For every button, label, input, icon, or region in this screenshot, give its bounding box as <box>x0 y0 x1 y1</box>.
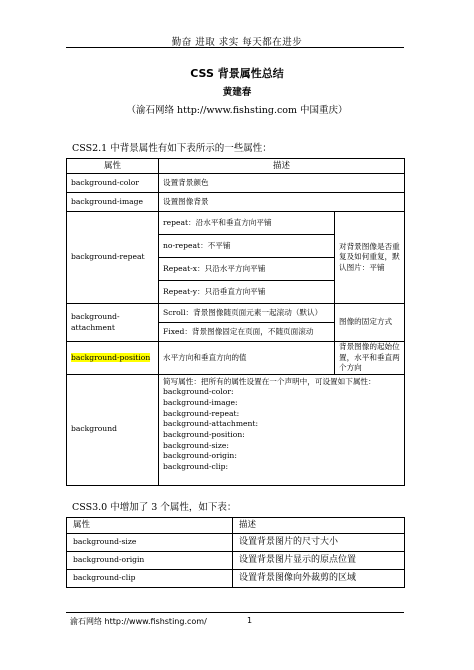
shorthand-line: background-color: <box>163 387 234 397</box>
description-cell: 设置图像背景 <box>159 193 405 212</box>
note-cell: 对背景图像是否重复及如何重复，默认图片：平铺 <box>335 212 405 304</box>
value-cell: Repeat-x：只沿水平方向平铺 <box>159 258 335 281</box>
value-cell: Repeat-y：只沿垂直方向平铺 <box>159 281 335 304</box>
header-divider <box>66 47 404 48</box>
property-cell: background-color <box>67 174 159 193</box>
header-property: 属性 <box>67 159 159 174</box>
note-cell: 背景图像的起始位置，水平和垂直两个方向 <box>335 342 405 375</box>
description-cell: 设置背景图片的尺寸大小 <box>233 534 405 552</box>
property-cell: background-image <box>67 193 159 212</box>
shorthand-description-cell <box>159 374 405 485</box>
css21-background-table <box>66 158 405 486</box>
shorthand-line: background-attachment: <box>163 419 259 429</box>
description-cell: 设置背景颜色 <box>159 174 405 193</box>
header-description: 描述 <box>233 518 405 534</box>
table-row <box>67 212 405 235</box>
property-cell: background-origin <box>67 552 233 570</box>
table-row <box>67 552 405 570</box>
table-row <box>67 570 405 588</box>
property-cell: background-clip <box>67 570 233 588</box>
shorthand-line: background-image: <box>163 397 238 407</box>
description-cell: 设置背景图片显示的原点位置 <box>233 552 405 570</box>
table-row <box>67 304 405 323</box>
footer-site: 渝石网络 http://www.fishsting.com/ <box>70 617 207 626</box>
shorthand-line: background-origin: <box>163 451 237 461</box>
shorthand-line: background-position: <box>163 430 245 440</box>
shorthand-line: background-clip: <box>163 462 229 472</box>
document-source: （渝石网络 http://www.fishsting.com 中国重庆） <box>126 105 348 116</box>
footer-divider <box>66 612 404 613</box>
value-cell: Fixed：背景图像固定在页面，不随页面滚动 <box>159 323 335 342</box>
property-cell-highlighted <box>67 342 159 375</box>
table-row <box>67 534 405 552</box>
value-cell: no-repeat：不平铺 <box>159 235 335 258</box>
value-cell: Scroll：背景图像随页面元素一起滚动（默认） <box>159 304 335 323</box>
table-row <box>67 193 405 212</box>
property-cell: background-size <box>67 534 233 552</box>
section1-intro: CSS2.1 中背景属性有如下表所示的一些属性： <box>72 143 272 154</box>
property-cell: background <box>67 374 159 485</box>
css3-background-table <box>66 517 405 588</box>
description-cell: 设置背景图像向外裁剪的区域 <box>233 570 405 588</box>
table-row <box>67 374 405 485</box>
header-description: 描述 <box>159 159 405 174</box>
document-title: CSS 背景属性总结 <box>190 67 284 80</box>
shorthand-line: 简写属性：把所有的属性设置在一个声明中，可设置如下属性： <box>163 376 376 386</box>
page-number: 1 <box>247 616 253 625</box>
header-property: 属性 <box>67 518 233 534</box>
note-cell: 图像的固定方式 <box>335 304 405 342</box>
highlighted-text: background-position <box>71 352 151 362</box>
value-cell: repeat：沿水平和垂直方向平铺 <box>159 212 335 235</box>
table-header-row <box>67 518 405 534</box>
table-row <box>67 342 405 375</box>
page-header-motto: 勤奋 进取 求实 每天都在进步 <box>171 37 303 48</box>
section2-intro: CSS3.0 中增加了 3 个属性，如下表： <box>72 502 237 513</box>
description-cell: 水平方向和垂直方向的值 <box>159 342 335 375</box>
property-cell: background-repeat <box>67 212 159 304</box>
table-row <box>67 174 405 193</box>
table-header-row <box>67 159 405 174</box>
shorthand-line: background-repeat: <box>163 408 240 418</box>
document-author: 黄建春 <box>222 87 252 98</box>
shorthand-line: background-size: <box>163 440 229 450</box>
property-cell: background-attachment <box>67 304 159 342</box>
